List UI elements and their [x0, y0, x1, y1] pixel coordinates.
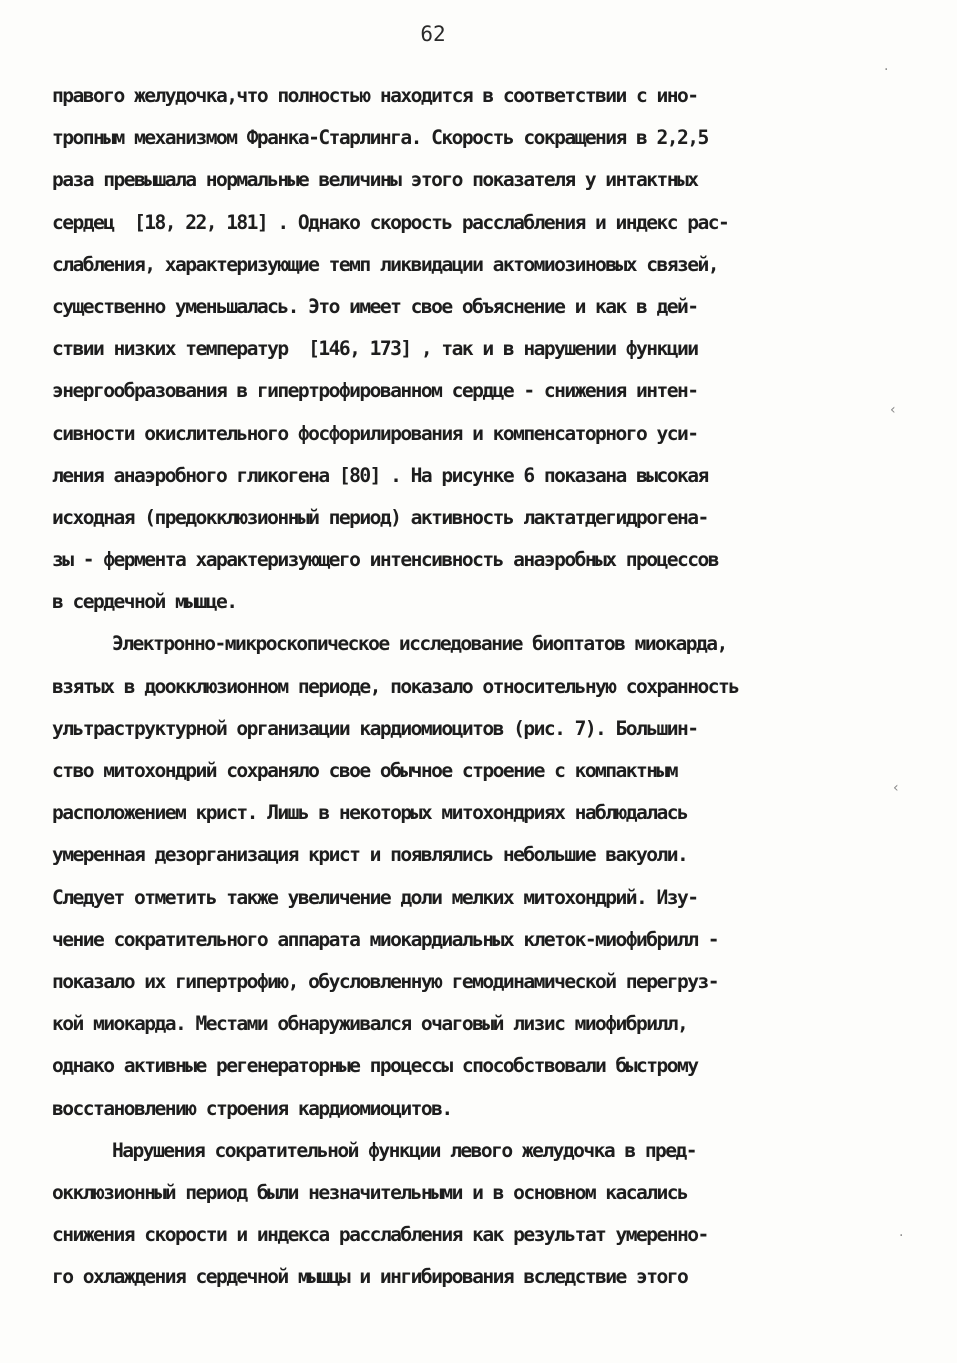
- text-line: правого желудочка,что полностью находится в соответствии с ино-: [52, 84, 698, 107]
- scan-mark: ·: [884, 62, 889, 78]
- text-line: ления анаэробного гликогена [80] . На рисунке 6 показана высокая: [52, 463, 708, 487]
- text-line: Следует отметить также увеличение доли мелких митохондрий. Изу-: [52, 885, 698, 909]
- text-line: тропным механизмом Франка-Старлинга. Скорость сокращения в 2,2,5: [52, 126, 708, 150]
- text-line: сердец [18, 22, 181] . Однако скорость расслабления и индекс рас-: [52, 210, 729, 234]
- text-line: раза превышала нормальные величины этого показателя у интактных: [52, 168, 698, 192]
- text-line: окклюзионный период были незначительными и в основном касались: [52, 1180, 688, 1204]
- paragraph-first-line: Нарушения сократительной функции левого желудочка в пред-: [112, 1138, 697, 1162]
- text-line: ультраструктурной организации кардиомиоцитов (рис. 7). Большин-: [52, 716, 698, 740]
- text-line: сивности окислительного фосфорилирования и компенсаторного уси-: [52, 421, 698, 445]
- text-line: умеренная дезорганизация крист и появлялись небольшие вакуоли.: [52, 843, 688, 867]
- scan-mark: ·: [899, 1228, 904, 1244]
- text-line: кой миокарда. Местами обнаруживался очаговый лизис миофибрилл,: [52, 1012, 688, 1036]
- page-number: 62: [420, 22, 446, 46]
- text-line: расположением крист. Лишь в некоторых митохондриях наблюдалась: [52, 801, 688, 825]
- text-line: чение сократительного аппарата миокардиальных клеток-миофибрилл -: [52, 927, 719, 951]
- text-line: восстановлению строения кардиомиоцитов.: [52, 1096, 452, 1120]
- text-line: исходная (предокклюзионный период) активность лактатдегидрогена-: [52, 505, 708, 529]
- text-line: го охлаждения сердечной мышцы и ингибирования вследствие этого: [52, 1265, 688, 1289]
- text-line: ствии низких температур [146, 173] , так и в нарушении функции: [52, 337, 698, 361]
- text-line: энергообразования в гипертрофированном сердце - снижения интен-: [52, 379, 698, 403]
- paragraph-first-line: Электронно-микроскопическое исследование биоптатов миокарда,: [112, 632, 727, 656]
- text-line: взятых в доокклюзионном периоде, показало относительную сохранность: [52, 674, 739, 698]
- scan-mark: ‹: [890, 402, 896, 418]
- text-line: снижения скорости и индекса расслабления как результат умеренно-: [52, 1223, 708, 1247]
- text-line: в сердечной мышце.: [52, 590, 237, 614]
- body-text: [52, 75, 902, 1298]
- text-line: однако активные регенераторные процессы способствовали быстрому: [52, 1054, 698, 1078]
- text-line: показало их гипертрофию, обусловленную гемодинамической перегруз-: [52, 969, 719, 993]
- scan-mark: ‹: [893, 780, 899, 796]
- text-line: слабления, характеризующие темп ликвидации актомиозиновых связей,: [52, 252, 719, 276]
- text-line: зы - фермента характеризующего интенсивность анаэробных процессов: [52, 548, 719, 572]
- text-line: существенно уменьшалась. Это имеет свое объяснение и как в дей-: [52, 294, 698, 318]
- text-line: ство митохондрий сохраняло свое обычное строение с компактным: [52, 759, 678, 782]
